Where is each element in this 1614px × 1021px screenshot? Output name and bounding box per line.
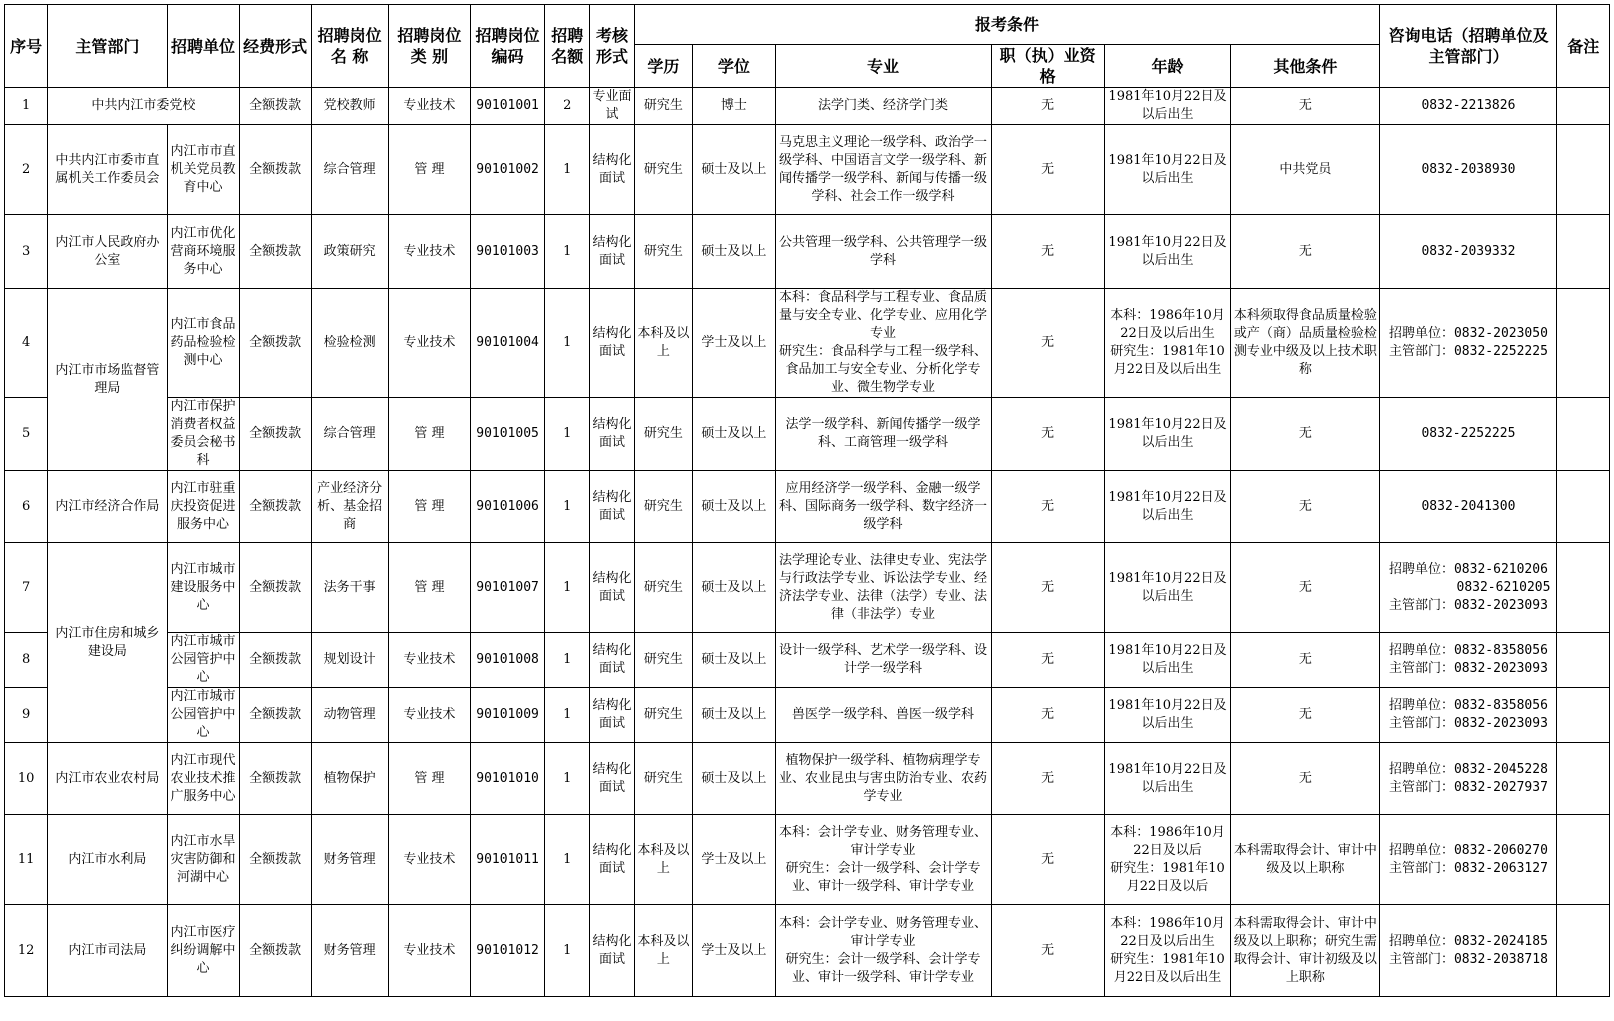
phone-line: 0832-6210205 — [1456, 579, 1551, 595]
cell-phone — [1380, 471, 1557, 543]
cell-remark — [1557, 398, 1610, 471]
cell-post-name: 植物保护 — [311, 743, 388, 815]
cell-quota: 1 — [545, 815, 590, 905]
cell-unit: 内江市城市建设服务中心 — [167, 543, 239, 633]
cell-age: 本科：1986年10月22日及以后出生 研究生：1981年10月22日及以后出生 — [1104, 905, 1231, 997]
cell-major: 法学理论专业、法律史专业、宪法学与行政法学专业、诉讼法学专业、经济法学专业、法律（法学）专业、法律（非法学）专业 — [775, 543, 991, 633]
cell-funding: 全额拨款 — [239, 688, 311, 743]
cell-degree: 学士及以上 — [693, 905, 775, 997]
cell-other: 无 — [1231, 543, 1380, 633]
cell-remark — [1557, 471, 1610, 543]
phone-line: 招聘单位：0832-8358056 — [1388, 643, 1548, 658]
cell-dept: 内江市司法局 — [48, 905, 167, 997]
cell-post-name: 检验检测 — [311, 289, 388, 398]
cell-unit: 内江市市直机关党员教育中心 — [167, 125, 239, 215]
cell-cert: 无 — [991, 398, 1104, 471]
cell-other: 无 — [1231, 88, 1380, 125]
header-education: 学历 — [634, 45, 693, 88]
cell-funding: 全额拨款 — [239, 398, 311, 471]
cell-post-code: 90101001 — [471, 88, 545, 125]
cell-degree: 硕士及以上 — [693, 471, 775, 543]
table-row — [5, 905, 1610, 997]
cell-cert: 无 — [991, 88, 1104, 125]
phone-line: 0832-2038930 — [1421, 161, 1516, 177]
cell-remark — [1557, 543, 1610, 633]
cell-dept: 内江市住房和城乡建设局 — [48, 543, 167, 743]
cell-other: 无 — [1231, 471, 1380, 543]
cell-degree: 学士及以上 — [693, 815, 775, 905]
cell-dept: 内江市农业农村局 — [48, 743, 167, 815]
cell-post-type: 专业技术 — [388, 905, 470, 997]
cell-quota: 1 — [545, 688, 590, 743]
phone-line: 主管部门：0832-2027937 — [1388, 779, 1548, 795]
cell-major: 本科：食品科学与工程专业、食品质量与安全专业、化学专业、应用化学专业 研究生：食品科学与工程一级学科、食品加工与安全专业、分析化学专业、微生物学专业 — [775, 289, 991, 398]
cell-post-type: 管 理 — [388, 471, 470, 543]
cell-age: 1981年10月22日及以后出生 — [1104, 88, 1231, 125]
cell-phone — [1380, 88, 1557, 125]
cell-exam: 结构化面试 — [590, 289, 634, 398]
cell-exam: 专业面试 — [590, 88, 634, 125]
cell-unit: 内江市优化营商环境服务中心 — [167, 215, 239, 289]
cell-seq: 11 — [5, 815, 48, 905]
cell-education: 本科及以上 — [634, 905, 693, 997]
header-cert: 职（执）业资格 — [991, 45, 1104, 88]
cell-quota: 1 — [545, 905, 590, 997]
cell-funding: 全额拨款 — [239, 633, 311, 688]
table-row — [5, 215, 1610, 289]
cell-education: 研究生 — [634, 471, 693, 543]
cell-dept: 内江市人民政府办公室 — [48, 215, 167, 289]
cell-post-type: 专业技术 — [388, 289, 470, 398]
table-row — [5, 398, 1610, 471]
cell-cert: 无 — [991, 289, 1104, 398]
header-post-type: 招聘岗位类 别 — [388, 5, 470, 88]
cell-other: 本科需取得会计、审计中级及以上职称；研究生需取得会计、审计初级及以上职称 — [1231, 905, 1380, 997]
cell-funding: 全额拨款 — [239, 215, 311, 289]
cell-age: 本科：1986年10月22日及以后出生 研究生：1981年10月22日及以后出生 — [1104, 289, 1231, 398]
cell-cert: 无 — [991, 815, 1104, 905]
cell-quota: 1 — [545, 471, 590, 543]
cell-quota: 1 — [545, 743, 590, 815]
cell-major: 本科：会计学专业、财务管理专业、审计学专业 研究生：会计一级学科、会计学专业、审计一级学科、审计学专业 — [775, 815, 991, 905]
cell-phone — [1380, 215, 1557, 289]
cell-exam: 结构化面试 — [590, 905, 634, 997]
phone-line: 0832-2252225 — [1421, 426, 1516, 441]
cell-other: 无 — [1231, 688, 1380, 743]
cell-degree: 硕士及以上 — [693, 743, 775, 815]
cell-post-code: 90101012 — [471, 905, 545, 997]
cell-post-code: 90101005 — [471, 398, 545, 471]
cell-degree: 硕士及以上 — [693, 688, 775, 743]
cell-post-type: 专业技术 — [388, 215, 470, 289]
cell-exam: 结构化面试 — [590, 815, 634, 905]
cell-seq: 7 — [5, 543, 48, 633]
cell-phone — [1380, 688, 1557, 743]
cell-post-type: 专业技术 — [388, 815, 470, 905]
phone-line: 招聘单位：0832-6210206 — [1388, 561, 1548, 577]
cell-age: 1981年10月22日及以后出生 — [1104, 743, 1231, 815]
cell-age: 1981年10月22日及以后出生 — [1104, 125, 1231, 215]
cell-post-code: 90101010 — [471, 743, 545, 815]
cell-education: 研究生 — [634, 543, 693, 633]
cell-phone — [1380, 289, 1557, 398]
cell-quota: 1 — [545, 289, 590, 398]
cell-post-name: 党校教师 — [311, 88, 388, 125]
header-degree: 学位 — [693, 45, 775, 88]
cell-remark — [1557, 905, 1610, 997]
cell-degree: 硕士及以上 — [693, 398, 775, 471]
header-unit: 招聘单位 — [167, 5, 239, 88]
cell-other: 本科需取得会计、审计中级及以上职称 — [1231, 815, 1380, 905]
header-funding: 经费形式 — [239, 5, 311, 88]
cell-dept: 内江市经济合作局 — [48, 471, 167, 543]
cell-remark — [1557, 289, 1610, 398]
cell-post-name: 规划设计 — [311, 633, 388, 688]
cell-major: 本科：会计学专业、财务管理专业、审计学专业 研究生：会计一级学科、会计学专业、审计一级学科、审计学专业 — [775, 905, 991, 997]
cell-unit: 内江市食品药品检验检测中心 — [167, 289, 239, 398]
cell-education: 研究生 — [634, 688, 693, 743]
cell-education: 研究生 — [634, 398, 693, 471]
cell-post-code: 90101003 — [471, 215, 545, 289]
cell-degree: 博士 — [693, 88, 775, 125]
cell-major: 兽医学一级学科、兽医一级学科 — [775, 688, 991, 743]
cell-exam: 结构化面试 — [590, 633, 634, 688]
cell-remark — [1557, 688, 1610, 743]
cell-degree: 硕士及以上 — [693, 543, 775, 633]
header-post-code: 招聘岗位编码 — [471, 5, 545, 88]
cell-education: 研究生 — [634, 215, 693, 289]
cell-funding: 全额拨款 — [239, 905, 311, 997]
cell-cert: 无 — [991, 905, 1104, 997]
cell-dept: 内江市水利局 — [48, 815, 167, 905]
cell-major: 法学门类、经济学门类 — [775, 88, 991, 125]
cell-exam: 结构化面试 — [590, 688, 634, 743]
table-row — [5, 815, 1610, 905]
cell-funding: 全额拨款 — [239, 471, 311, 543]
cell-other: 无 — [1231, 398, 1380, 471]
cell-major: 公共管理一级学科、公共管理学一级学科 — [775, 215, 991, 289]
cell-exam: 结构化面试 — [590, 215, 634, 289]
cell-remark — [1557, 815, 1610, 905]
cell-quota: 1 — [545, 398, 590, 471]
cell-education: 本科及以上 — [634, 815, 693, 905]
cell-age: 1981年10月22日及以后出生 — [1104, 633, 1231, 688]
cell-degree: 学士及以上 — [693, 289, 775, 398]
cell-post-name: 政策研究 — [311, 215, 388, 289]
cell-cert: 无 — [991, 471, 1104, 543]
cell-post-name: 财务管理 — [311, 905, 388, 997]
cell-cert: 无 — [991, 688, 1104, 743]
cell-dept: 中共内江市委市直属机关工作委员会 — [48, 125, 167, 215]
cell-phone — [1380, 743, 1557, 815]
cell-post-code: 90101002 — [471, 125, 545, 215]
cell-unit: 内江市城市公园管护中心 — [167, 688, 239, 743]
cell-post-type: 管 理 — [388, 743, 470, 815]
cell-quota: 2 — [545, 88, 590, 125]
cell-seq: 3 — [5, 215, 48, 289]
cell-education: 本科及以上 — [634, 289, 693, 398]
phone-line: 0832-2213826 — [1421, 98, 1516, 113]
header-seq: 序号 — [5, 5, 48, 88]
cell-cert: 无 — [991, 125, 1104, 215]
cell-major: 设计一级学科、艺术学一级学科、设计学一级学科 — [775, 633, 991, 688]
phone-line: 招聘单位：0832-2045228 — [1388, 761, 1548, 777]
header-quota: 招聘名额 — [545, 5, 590, 88]
table-row — [5, 88, 1610, 125]
cell-phone — [1380, 633, 1557, 688]
cell-post-type: 管 理 — [388, 398, 470, 471]
cell-other: 中共党员 — [1231, 125, 1380, 215]
cell-unit: 内江市保护消费者权益委员会秘书科 — [167, 398, 239, 471]
header-post-name: 招聘岗位名 称 — [311, 5, 388, 88]
phone-line: 主管部门：0832-2038718 — [1388, 951, 1548, 967]
cell-post-name: 动物管理 — [311, 688, 388, 743]
cell-phone — [1380, 815, 1557, 905]
cell-post-code: 90101006 — [471, 471, 545, 543]
cell-funding: 全额拨款 — [239, 289, 311, 398]
cell-post-code: 90101004 — [471, 289, 545, 398]
cell-education: 研究生 — [634, 125, 693, 215]
cell-unit: 内江市现代农业技术推广服务中心 — [167, 743, 239, 815]
table-row — [5, 688, 1610, 743]
cell-other: 无 — [1231, 633, 1380, 688]
cell-post-name: 产业经济分析、基金招商 — [311, 471, 388, 543]
cell-phone — [1380, 125, 1557, 215]
cell-age: 1981年10月22日及以后出生 — [1104, 398, 1231, 471]
cell-seq: 5 — [5, 398, 48, 471]
cell-unit: 内江市水旱灾害防御和河湖中心 — [167, 815, 239, 905]
cell-age: 1981年10月22日及以后出生 — [1104, 471, 1231, 543]
cell-funding: 全额拨款 — [239, 543, 311, 633]
table-row — [5, 633, 1610, 688]
cell-cert: 无 — [991, 633, 1104, 688]
cell-exam: 结构化面试 — [590, 398, 634, 471]
cell-dept: 内江市市场监督管理局 — [48, 289, 167, 471]
cell-remark — [1557, 743, 1610, 815]
header-remark: 备注 — [1557, 5, 1610, 88]
phone-line: 主管部门：0832-2252225 — [1388, 344, 1548, 359]
table-row — [5, 543, 1610, 633]
cell-post-name: 综合管理 — [311, 125, 388, 215]
table-row — [5, 289, 1610, 398]
cell-exam: 结构化面试 — [590, 543, 634, 633]
phone-line: 招聘单位：0832-8358056 — [1388, 698, 1548, 713]
cell-age: 1981年10月22日及以后出生 — [1104, 543, 1231, 633]
phone-line: 主管部门：0832-2023093 — [1388, 597, 1548, 613]
cell-cert: 无 — [991, 215, 1104, 289]
cell-remark — [1557, 215, 1610, 289]
cell-degree: 硕士及以上 — [693, 633, 775, 688]
cell-phone — [1380, 543, 1557, 633]
cell-major: 法学一级学科、新闻传播学一级学科、工商管理一级学科 — [775, 398, 991, 471]
phone-line: 0832-2041300 — [1421, 498, 1516, 514]
cell-other: 无 — [1231, 743, 1380, 815]
cell-age: 1981年10月22日及以后出生 — [1104, 688, 1231, 743]
phone-line: 主管部门：0832-2023093 — [1388, 661, 1548, 676]
table-row — [5, 743, 1610, 815]
cell-funding: 全额拨款 — [239, 815, 311, 905]
cell-post-code: 90101009 — [471, 688, 545, 743]
cell-seq: 1 — [5, 88, 48, 125]
cell-age: 1981年10月22日及以后出生 — [1104, 215, 1231, 289]
cell-age: 本科：1986年10月22日及以后 研究生：1981年10月22日及以后 — [1104, 815, 1231, 905]
cell-seq: 10 — [5, 743, 48, 815]
header-other: 其他条件 — [1231, 45, 1380, 88]
cell-quota: 1 — [545, 215, 590, 289]
header-major: 专业 — [775, 45, 991, 88]
cell-phone — [1380, 398, 1557, 471]
recruitment-table — [4, 4, 1610, 997]
cell-cert: 无 — [991, 543, 1104, 633]
cell-post-name: 综合管理 — [311, 398, 388, 471]
cell-degree: 硕士及以上 — [693, 215, 775, 289]
cell-seq: 6 — [5, 471, 48, 543]
cell-other: 无 — [1231, 215, 1380, 289]
cell-cert: 无 — [991, 743, 1104, 815]
cell-remark — [1557, 88, 1610, 125]
cell-dept: 中共内江市委党校 — [48, 88, 239, 125]
header-dept: 主管部门 — [48, 5, 167, 88]
cell-exam: 结构化面试 — [590, 125, 634, 215]
cell-unit: 内江市城市公园管护中心 — [167, 633, 239, 688]
cell-quota: 1 — [545, 543, 590, 633]
phone-line: 主管部门：0832-2063127 — [1388, 860, 1548, 876]
cell-seq: 12 — [5, 905, 48, 997]
cell-major: 马克思主义理论一级学科、政治学一级学科、中国语言文学一级学科、新闻传播学一级学科、新闻与传播一级学科、社会工作一级学科 — [775, 125, 991, 215]
phone-line: 招聘单位：0832-2023050 — [1388, 326, 1548, 341]
cell-seq: 4 — [5, 289, 48, 398]
cell-seq: 8 — [5, 633, 48, 688]
cell-post-type: 管 理 — [388, 125, 470, 215]
cell-post-code: 90101011 — [471, 815, 545, 905]
cell-funding: 全额拨款 — [239, 125, 311, 215]
cell-funding: 全额拨款 — [239, 88, 311, 125]
cell-degree: 硕士及以上 — [693, 125, 775, 215]
cell-quota: 1 — [545, 633, 590, 688]
cell-remark — [1557, 125, 1610, 215]
header-phone: 咨询电话（招聘单位及主管部门） — [1380, 5, 1557, 88]
phone-line: 招聘单位：0832-2060270 — [1388, 842, 1548, 858]
header-exam: 考核形式 — [590, 5, 634, 88]
cell-post-type: 专业技术 — [388, 633, 470, 688]
phone-line: 招聘单位：0832-2024185 — [1388, 933, 1548, 949]
table-row — [5, 125, 1610, 215]
cell-funding: 全额拨款 — [239, 743, 311, 815]
cell-major: 应用经济学一级学科、金融一级学科、国际商务一级学科、数字经济一级学科 — [775, 471, 991, 543]
cell-post-type: 管 理 — [388, 543, 470, 633]
cell-exam: 结构化面试 — [590, 743, 634, 815]
cell-post-type: 专业技术 — [388, 88, 470, 125]
cell-post-name: 法务干事 — [311, 543, 388, 633]
cell-quota: 1 — [545, 125, 590, 215]
cell-phone — [1380, 905, 1557, 997]
cell-exam: 结构化面试 — [590, 471, 634, 543]
phone-line: 主管部门：0832-2023093 — [1388, 716, 1548, 731]
cell-education: 研究生 — [634, 88, 693, 125]
table-row — [5, 471, 1610, 543]
cell-post-type: 专业技术 — [388, 688, 470, 743]
cell-post-code: 90101008 — [471, 633, 545, 688]
header-conditions: 报考条件 — [634, 5, 1380, 45]
phone-line: 0832-2039332 — [1421, 243, 1516, 259]
header-age: 年龄 — [1104, 45, 1231, 88]
cell-seq: 2 — [5, 125, 48, 215]
cell-unit: 内江市医疗纠纷调解中心 — [167, 905, 239, 997]
cell-major: 植物保护一级学科、植物病理学专业、农业昆虫与害虫防治专业、农药学专业 — [775, 743, 991, 815]
cell-remark — [1557, 633, 1610, 688]
cell-unit: 内江市驻重庆投资促进服务中心 — [167, 471, 239, 543]
cell-education: 研究生 — [634, 633, 693, 688]
cell-other: 本科须取得食品质量检验或产（商）品质量检验检测专业中级及以上技术职称 — [1231, 289, 1380, 398]
cell-education: 研究生 — [634, 743, 693, 815]
cell-seq: 9 — [5, 688, 48, 743]
cell-post-code: 90101007 — [471, 543, 545, 633]
cell-post-name: 财务管理 — [311, 815, 388, 905]
